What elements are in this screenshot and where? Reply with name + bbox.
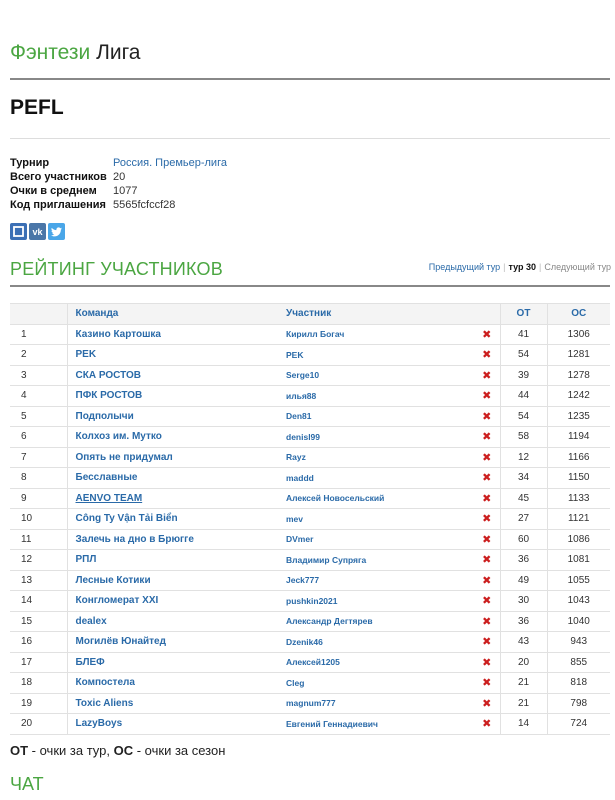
user-link[interactable]: magnum777 [280,693,474,714]
legend-os-abbr: ОС [113,743,134,758]
rank-number: 19 [10,693,67,714]
user-link[interactable]: Jeck777 [280,570,474,591]
remove-button[interactable] [474,427,500,448]
info-row-tournament [10,156,227,170]
column-header-action [474,304,500,325]
tour-navigation [429,261,611,273]
remove-button[interactable] [474,591,500,612]
remove-icon: ✖ [482,369,492,382]
tour-points: 34 [500,468,547,489]
remove-button[interactable] [474,324,500,345]
column-header-os[interactable]: ОС [547,304,610,325]
rating-table-body [10,324,610,734]
remove-icon: ✖ [482,554,492,567]
season-points: 818 [547,673,610,694]
table-row [10,632,610,653]
remove-icon: ✖ [482,451,492,464]
remove-icon: ✖ [482,574,492,587]
info-label: Код приглашения [10,199,106,211]
remove-button[interactable] [474,468,500,489]
user-link[interactable]: Кирилл Богач [280,324,474,345]
remove-icon: ✖ [482,349,492,362]
table-row [10,611,610,632]
remove-button[interactable] [474,570,500,591]
rank-number: 9 [10,488,67,509]
user-link[interactable]: Cleg [280,673,474,694]
current-tour-label: тур 30 [508,262,536,272]
brand-word-league: Лига [96,41,141,64]
brand-word-fantasy: Фэнтези [10,41,91,64]
remove-icon: ✖ [482,513,492,526]
remove-icon: ✖ [482,697,492,710]
rank-number: 5 [10,406,67,427]
tour-points: 27 [500,509,547,530]
points-legend [10,742,225,760]
team-link[interactable]: Казино Картошка [67,324,280,345]
info-value: 1077 [113,185,138,197]
team-link[interactable]: Колхоз им. Мутко [67,427,280,448]
info-label: Турнир [10,157,50,169]
remove-icon: ✖ [482,410,492,423]
table-row [10,468,610,489]
season-points: 1086 [547,529,610,550]
tour-points: 44 [500,386,547,407]
tour-separator: | [503,262,506,272]
team-link[interactable]: PEK [67,345,280,366]
remove-icon: ✖ [482,533,492,546]
table-row [10,693,610,714]
tournament-link[interactable]: Россия. Премьер-лига [113,157,227,169]
rating-title: РЕЙТИНГ УЧАСТНИКОВ [10,259,223,279]
info-label: Всего участников [10,171,107,183]
table-row [10,447,610,468]
invite-code-value: 5565fcfccf28 [113,199,176,211]
table-row [10,591,610,612]
table-row [10,529,610,550]
table-row [10,714,610,735]
season-points: 1133 [547,488,610,509]
user-link[interactable]: Евгений Геннадиевич [280,714,474,735]
tour-points: 45 [500,488,547,509]
table-row [10,386,610,407]
team-link[interactable]: СКА РОСТОВ [67,365,280,386]
remove-icon: ✖ [482,718,492,731]
remove-button[interactable] [474,632,500,653]
page-title: PEFL [10,96,64,119]
remove-icon: ✖ [482,492,492,505]
season-points: 1242 [547,386,610,407]
remove-icon: ✖ [482,595,492,608]
rank-number: 15 [10,611,67,632]
user-link[interactable]: denisl99 [280,427,474,448]
team-link[interactable]: Компостела [67,673,280,694]
season-points: 1194 [547,427,610,448]
rank-number: 20 [10,714,67,735]
season-points: 1150 [547,468,610,489]
header-divider [10,78,610,80]
user-link[interactable]: DVmer [280,529,474,550]
rank-number: 17 [10,652,67,673]
season-points: 1166 [547,447,610,468]
remove-button[interactable] [474,652,500,673]
table-row [10,427,610,448]
rank-number: 12 [10,550,67,571]
remove-icon: ✖ [482,615,492,628]
season-points: 1081 [547,550,610,571]
remove-button[interactable] [474,550,500,571]
remove-button[interactable] [474,345,500,366]
table-row [10,345,610,366]
season-points: 1281 [547,345,610,366]
share-odnoklassniki-button[interactable] [10,223,27,240]
rank-number: 1 [10,324,67,345]
user-link[interactable]: pushkin2021 [280,591,474,612]
team-link[interactable]: Конгломерат XXI [67,591,280,612]
rank-number: 6 [10,427,67,448]
user-link[interactable]: Dzenik46 [280,632,474,653]
user-link[interactable]: PEK [280,345,474,366]
rank-number: 11 [10,529,67,550]
rank-number: 3 [10,365,67,386]
remove-icon: ✖ [482,328,492,341]
remove-button[interactable] [474,611,500,632]
share-buttons [10,223,65,240]
remove-icon: ✖ [482,472,492,485]
rank-number: 16 [10,632,67,653]
rating-table [10,303,610,735]
tour-points: 54 [500,345,547,366]
twitter-icon [51,227,62,237]
tour-points: 20 [500,652,547,673]
team-link[interactable]: Могилёв Юнайтед [67,632,280,653]
table-row [10,570,610,591]
remove-button[interactable] [474,365,500,386]
tour-points: 41 [500,324,547,345]
user-link[interactable]: Владимир Супряга [280,550,474,571]
user-link[interactable]: mev [280,509,474,530]
tour-points: 30 [500,591,547,612]
table-row [10,365,610,386]
remove-button[interactable] [474,529,500,550]
tour-points: 43 [500,632,547,653]
legend-ot-abbr: ОТ [10,743,29,758]
team-link[interactable]: РПЛ [67,550,280,571]
table-row [10,488,610,509]
rank-number: 2 [10,345,67,366]
next-tour-link[interactable]: Следующий тур [544,262,611,272]
info-row-average [10,184,227,198]
rank-number: 10 [10,509,67,530]
tour-points: 49 [500,570,547,591]
table-row [10,673,610,694]
team-link[interactable]: dealex [67,611,280,632]
rank-number: 7 [10,447,67,468]
tour-points: 39 [500,365,547,386]
league-info [10,156,227,212]
remove-icon: ✖ [482,677,492,690]
tour-points: 21 [500,693,547,714]
table-row [10,652,610,673]
team-link[interactable]: БЛЕФ [67,652,280,673]
team-link[interactable]: AENVO TEAM [67,488,280,509]
user-link[interactable]: Алексей Новосельский [280,488,474,509]
share-twitter-button[interactable] [48,223,65,240]
season-points: 855 [547,652,610,673]
remove-button[interactable] [474,386,500,407]
site-logo[interactable] [10,40,140,66]
season-points: 943 [547,632,610,653]
info-row-participants [10,170,227,184]
remove-button[interactable] [474,509,500,530]
column-header-team[interactable]: Команда [67,304,280,325]
team-link[interactable]: ПФК РОСТОВ [67,386,280,407]
tour-points: 60 [500,529,547,550]
team-link[interactable]: Опять не придумал [67,447,280,468]
remove-button[interactable] [474,488,500,509]
user-link[interactable]: maddd [280,468,474,489]
table-header-row [10,304,610,325]
chat-title: ЧАТ [10,774,44,794]
team-link[interactable]: LazyBoys [67,714,280,735]
user-link[interactable]: Serge10 [280,365,474,386]
season-points: 1043 [547,591,610,612]
user-link[interactable]: Den81 [280,406,474,427]
tour-separator: | [539,262,542,272]
tour-points: 36 [500,611,547,632]
team-link[interactable]: Залечь на дно в Брюгге [67,529,280,550]
season-points: 1040 [547,611,610,632]
share-vk-button[interactable] [29,223,46,240]
odnoklassniki-icon [13,226,24,237]
remove-icon: ✖ [482,431,492,444]
column-header-user[interactable]: Участник [280,304,474,325]
user-link[interactable]: илья88 [280,386,474,407]
table-row [10,406,610,427]
info-value: 20 [113,171,126,183]
user-link[interactable]: Александр Дегтярев [280,611,474,632]
rating-divider [10,285,610,287]
user-link[interactable]: Алексей1205 [280,652,474,673]
rank-number: 13 [10,570,67,591]
remove-icon: ✖ [482,636,492,649]
remove-button[interactable] [474,447,500,468]
info-row-invite-code [10,198,227,212]
legend-ot-text: - очки за тур, [28,743,114,758]
remove-icon: ✖ [482,656,492,669]
remove-button[interactable] [474,673,500,694]
rank-number: 8 [10,468,67,489]
team-link[interactable]: Бесславные [67,468,280,489]
table-row [10,324,610,345]
team-link[interactable]: Toxic Aliens [67,693,280,714]
season-points: 1306 [547,324,610,345]
table-row [10,509,610,530]
tour-points: 54 [500,406,547,427]
team-link[interactable]: Подполычи [67,406,280,427]
remove-icon: ✖ [482,390,492,403]
season-points: 1235 [547,406,610,427]
title-divider [10,138,610,139]
season-points: 1121 [547,509,610,530]
tour-points: 58 [500,427,547,448]
season-points: 724 [547,714,610,735]
season-points: 1055 [547,570,610,591]
tour-points: 12 [500,447,547,468]
column-header-ot[interactable]: ОТ [500,304,547,325]
table-row [10,550,610,571]
remove-button[interactable] [474,693,500,714]
team-link[interactable]: Лесные Котики [67,570,280,591]
tour-points: 21 [500,673,547,694]
rank-number: 4 [10,386,67,407]
tour-points: 36 [500,550,547,571]
info-label: Очки в среднем [10,185,97,197]
remove-button[interactable] [474,406,500,427]
previous-tour-link[interactable]: Предыдущий тур [428,262,501,272]
rank-number: 14 [10,591,67,612]
team-link[interactable]: Công Ty Vận Tải Biển [67,509,280,530]
remove-button[interactable] [474,714,500,735]
legend-os-text: - очки за сезон [133,743,226,758]
vk-icon: vk [32,226,43,237]
tour-points: 14 [500,714,547,735]
column-header-rank [10,304,67,325]
season-points: 1278 [547,365,610,386]
season-points: 798 [547,693,610,714]
user-link[interactable]: Rayz [280,447,474,468]
rank-number: 18 [10,673,67,694]
